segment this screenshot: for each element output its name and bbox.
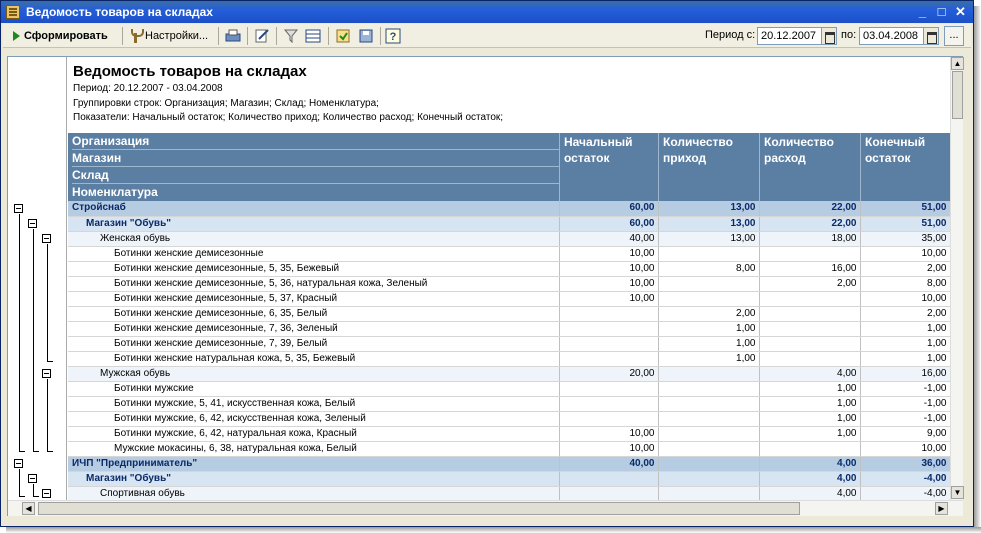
period-to-input[interactable]	[859, 27, 925, 45]
generate-button[interactable]	[9, 26, 112, 46]
row-name: Ботинки женские демисезонные	[68, 246, 559, 261]
play-icon	[13, 31, 20, 41]
svg-text:?: ?	[389, 31, 397, 43]
row-end-balance: -1,00	[860, 396, 950, 411]
row-end-balance: 1,00	[860, 336, 950, 351]
row-end-balance: 1,00	[860, 321, 950, 336]
wrench-icon	[131, 29, 141, 43]
generate-label: Сформировать	[24, 30, 108, 42]
collapse-icon[interactable]	[42, 234, 51, 243]
row-name: Мужская обувь	[68, 366, 559, 381]
row-name: Ботинки мужские, 6, 42, искусственная кожа, Зеленый	[68, 411, 559, 426]
tree-line	[47, 451, 53, 452]
report-icon	[6, 5, 20, 19]
table-row[interactable]	[68, 366, 950, 381]
report-groupings: Группировки строк: Организация; Магазин; Склад; Номенклатура;	[73, 98, 379, 109]
row-start-balance: 10,00	[559, 441, 658, 456]
toolbar-separator	[218, 27, 219, 45]
row-name: Ботинки женские натуральная кожа, 5, 35, Бежевый	[68, 351, 559, 366]
header-end-balance: Конечный остаток	[860, 133, 950, 201]
row-end-balance: 9,00	[860, 426, 950, 441]
collapse-icon[interactable]	[28, 474, 37, 483]
row-end-balance: 8,00	[860, 276, 950, 291]
row-quantity-out	[759, 441, 860, 456]
row-name: Магазин "Обувь"	[68, 216, 559, 231]
row-quantity-out	[759, 321, 860, 336]
tree-line	[47, 361, 53, 362]
row-quantity-out: 4,00	[759, 456, 860, 471]
row-quantity-out	[759, 351, 860, 366]
row-end-balance: 10,00	[860, 246, 950, 261]
row-quantity-out: 4,00	[759, 486, 860, 500]
settings-label: Настройки...	[145, 30, 209, 42]
period-select-button[interactable]: ...	[944, 26, 964, 46]
window-title: Ведомость товаров на складах	[26, 5, 213, 19]
tree-line	[47, 244, 48, 361]
row-start-balance: 60,00	[559, 216, 658, 231]
row-quantity-in	[658, 456, 759, 471]
row-name: Ботинки мужские, 6, 42, натуральная кожа, Красный	[68, 426, 559, 441]
row-end-balance: 2,00	[860, 306, 950, 321]
row-name: Ботинки женские демисезонные, 7, 36, Зеленый	[68, 321, 559, 336]
row-quantity-out: 4,00	[759, 471, 860, 486]
header-store: Магазин	[72, 150, 559, 167]
row-name: Мужские мокасины, 6, 38, натуральная кожа, Белый	[68, 441, 559, 456]
report-title: Ведомость товаров на складах	[73, 63, 307, 80]
period-to-label: по:	[841, 29, 857, 41]
collapse-icon[interactable]	[42, 489, 51, 498]
row-quantity-in: 1,00	[658, 321, 759, 336]
row-quantity-in	[658, 486, 759, 500]
row-end-balance: 1,00	[860, 351, 950, 366]
toolbar-separator	[380, 27, 381, 45]
window-shadow	[974, 6, 981, 533]
header-quantity-out: Количество расход	[759, 133, 860, 201]
table-row[interactable]	[68, 306, 950, 321]
title-bar[interactable]	[1, 1, 973, 23]
save-variant-icon[interactable]	[334, 27, 352, 45]
row-name: Стройснаб	[68, 201, 559, 216]
row-quantity-out	[759, 336, 860, 351]
scroll-thumb[interactable]	[38, 502, 800, 515]
row-quantity-out: 2,00	[759, 276, 860, 291]
row-name: Ботинки женские демисезонные, 5, 35, Бежевый	[68, 261, 559, 276]
table-row[interactable]	[68, 216, 950, 231]
row-quantity-in	[658, 246, 759, 261]
table-view-icon[interactable]	[304, 27, 322, 45]
calendar-icon[interactable]	[821, 27, 837, 45]
row-end-balance: -1,00	[860, 381, 950, 396]
calendar-icon[interactable]	[923, 27, 939, 45]
row-quantity-in	[658, 276, 759, 291]
tree-gutter	[8, 57, 67, 500]
load-variant-icon[interactable]	[357, 27, 375, 45]
row-start-balance: 10,00	[559, 261, 658, 276]
row-start-balance	[559, 306, 658, 321]
row-name: Магазин "Обувь"	[68, 471, 559, 486]
header-quantity-in: Количество приход	[658, 133, 759, 201]
tree-line	[33, 451, 39, 452]
row-start-balance: 20,00	[559, 366, 658, 381]
row-start-balance	[559, 471, 658, 486]
tree-line	[19, 469, 20, 496]
scroll-right-icon[interactable]: ▶	[935, 502, 948, 515]
row-quantity-in	[658, 396, 759, 411]
row-start-balance	[559, 336, 658, 351]
row-end-balance: 10,00	[860, 441, 950, 456]
row-start-balance	[559, 381, 658, 396]
tree-line	[19, 451, 25, 452]
row-quantity-out: 4,00	[759, 366, 860, 381]
period-from-input[interactable]	[757, 27, 823, 45]
collapse-icon[interactable]	[28, 219, 37, 228]
toolbar-separator	[328, 27, 329, 45]
row-quantity-in: 13,00	[658, 201, 759, 216]
scroll-down-icon[interactable]: ▼	[951, 486, 964, 499]
row-name: Ботинки женские демисезонные, 5, 36, натуральная кожа, Зеленый	[68, 276, 559, 291]
row-start-balance: 10,00	[559, 426, 658, 441]
table-row[interactable]	[68, 426, 950, 441]
row-start-balance: 40,00	[559, 456, 658, 471]
row-quantity-in: 1,00	[658, 336, 759, 351]
report-indicators: Показатели: Начальный остаток; Количество приход; Количество расход; Конечный остаток;	[73, 112, 504, 123]
row-end-balance: -4,00	[860, 471, 950, 486]
row-end-balance: 10,00	[860, 291, 950, 306]
row-start-balance	[559, 486, 658, 500]
row-quantity-out: 1,00	[759, 381, 860, 396]
row-quantity-in	[658, 426, 759, 441]
row-quantity-in	[658, 381, 759, 396]
table-row[interactable]	[68, 336, 950, 351]
row-quantity-out: 22,00	[759, 201, 860, 216]
row-quantity-in	[658, 441, 759, 456]
row-start-balance	[559, 351, 658, 366]
row-name: Спортивная обувь	[68, 486, 559, 500]
maximize-icon[interactable]: □	[937, 4, 946, 19]
row-end-balance: 35,00	[860, 231, 950, 246]
window-shadow	[6, 527, 981, 533]
table-row[interactable]	[68, 231, 950, 246]
row-name: ИЧП "Предприниматель"	[68, 456, 559, 471]
row-name: Ботинки женские демисезонные, 5, 37, Красный	[68, 291, 559, 306]
collapse-icon[interactable]	[14, 459, 23, 468]
row-quantity-out	[759, 291, 860, 306]
header-start-balance: Начальный остаток	[559, 133, 658, 201]
table-row[interactable]	[68, 246, 950, 261]
row-end-balance: 16,00	[860, 366, 950, 381]
row-quantity-in: 1,00	[658, 351, 759, 366]
row-name: Ботинки мужские, 5, 41, искусственная кожа, Белый	[68, 396, 559, 411]
row-end-balance: 51,00	[860, 216, 950, 231]
report-table	[68, 201, 950, 500]
table-row[interactable]	[68, 456, 950, 471]
edit-icon[interactable]	[253, 27, 271, 45]
table-row[interactable]	[68, 351, 950, 366]
collapse-icon[interactable]	[14, 204, 23, 213]
row-quantity-out: 1,00	[759, 396, 860, 411]
tree-line	[47, 379, 48, 451]
row-quantity-out: 16,00	[759, 261, 860, 276]
tree-line	[19, 214, 20, 451]
row-quantity-in	[658, 366, 759, 381]
table-row[interactable]	[68, 261, 950, 276]
report-period: Период: 20.12.2007 - 03.04.2008	[73, 83, 223, 94]
help-icon[interactable]	[384, 27, 402, 45]
scroll-thumb[interactable]	[952, 71, 963, 119]
row-end-balance: 2,00	[860, 261, 950, 276]
row-start-balance: 10,00	[559, 276, 658, 291]
gutter-header	[8, 57, 66, 201]
table-row[interactable]	[68, 201, 950, 216]
header-warehouse: Склад	[72, 167, 559, 184]
header-organization: Организация	[72, 133, 559, 150]
scroll-up-icon[interactable]: ▲	[951, 57, 964, 70]
row-start-balance	[559, 411, 658, 426]
toolbar-separator	[276, 27, 277, 45]
report-area	[7, 56, 963, 516]
row-end-balance: 51,00	[860, 201, 950, 216]
header-nomenclature: Номенклатура	[72, 185, 158, 199]
row-start-balance: 10,00	[559, 246, 658, 261]
row-name: Ботинки мужские	[68, 381, 559, 396]
row-start-balance	[559, 396, 658, 411]
row-quantity-in: 8,00	[658, 261, 759, 276]
row-quantity-out: 1,00	[759, 411, 860, 426]
print-preview-icon[interactable]	[224, 27, 242, 45]
row-end-balance: -1,00	[860, 411, 950, 426]
report-sheet	[68, 57, 950, 500]
table-row[interactable]	[68, 381, 950, 396]
row-end-balance: 36,00	[860, 456, 950, 471]
vertical-scrollbar[interactable]	[950, 57, 963, 500]
toolbar	[3, 24, 971, 48]
tree-line	[19, 496, 25, 497]
row-quantity-out: 22,00	[759, 216, 860, 231]
period-from-label: Период с:	[705, 29, 756, 41]
row-quantity-in: 13,00	[658, 216, 759, 231]
close-icon[interactable]: ✕	[955, 4, 966, 19]
grouping-header	[68, 133, 559, 201]
row-quantity-in	[658, 291, 759, 306]
row-start-balance: 10,00	[559, 291, 658, 306]
row-name: Женская обувь	[68, 231, 559, 246]
collapse-icon[interactable]	[42, 369, 51, 378]
table-row[interactable]	[68, 471, 950, 486]
row-end-balance: -4,00	[860, 486, 950, 500]
row-quantity-out: 1,00	[759, 426, 860, 441]
settings-button[interactable]	[127, 26, 212, 46]
table-row[interactable]	[68, 291, 950, 306]
table-row[interactable]	[68, 441, 950, 456]
row-quantity-in	[658, 411, 759, 426]
scroll-left-icon[interactable]: ◀	[22, 502, 35, 515]
row-quantity-in: 2,00	[658, 306, 759, 321]
tree-line	[33, 496, 39, 497]
tree-line	[33, 484, 34, 496]
table-row[interactable]	[68, 396, 950, 411]
table-row[interactable]	[68, 276, 950, 291]
minimize-icon[interactable]: _	[918, 4, 927, 19]
tree-line	[33, 229, 34, 451]
table-row[interactable]	[68, 486, 950, 500]
row-quantity-in: 13,00	[658, 231, 759, 246]
row-start-balance: 40,00	[559, 231, 658, 246]
toolbar-separator	[122, 27, 123, 45]
row-name: Ботинки женские демисезонные, 6, 35, Белый	[68, 306, 559, 321]
row-name: Ботинки женские демисезонные, 7, 39, Белый	[68, 336, 559, 351]
row-quantity-out	[759, 306, 860, 321]
row-start-balance: 60,00	[559, 201, 658, 216]
filter-icon[interactable]	[282, 27, 300, 45]
horizontal-scrollbar[interactable]	[8, 500, 963, 516]
row-quantity-in	[658, 471, 759, 486]
row-start-balance	[559, 321, 658, 336]
table-row[interactable]	[68, 321, 950, 336]
table-row[interactable]	[68, 411, 950, 426]
toolbar-separator	[247, 27, 248, 45]
row-quantity-out	[759, 246, 860, 261]
row-quantity-out: 18,00	[759, 231, 860, 246]
